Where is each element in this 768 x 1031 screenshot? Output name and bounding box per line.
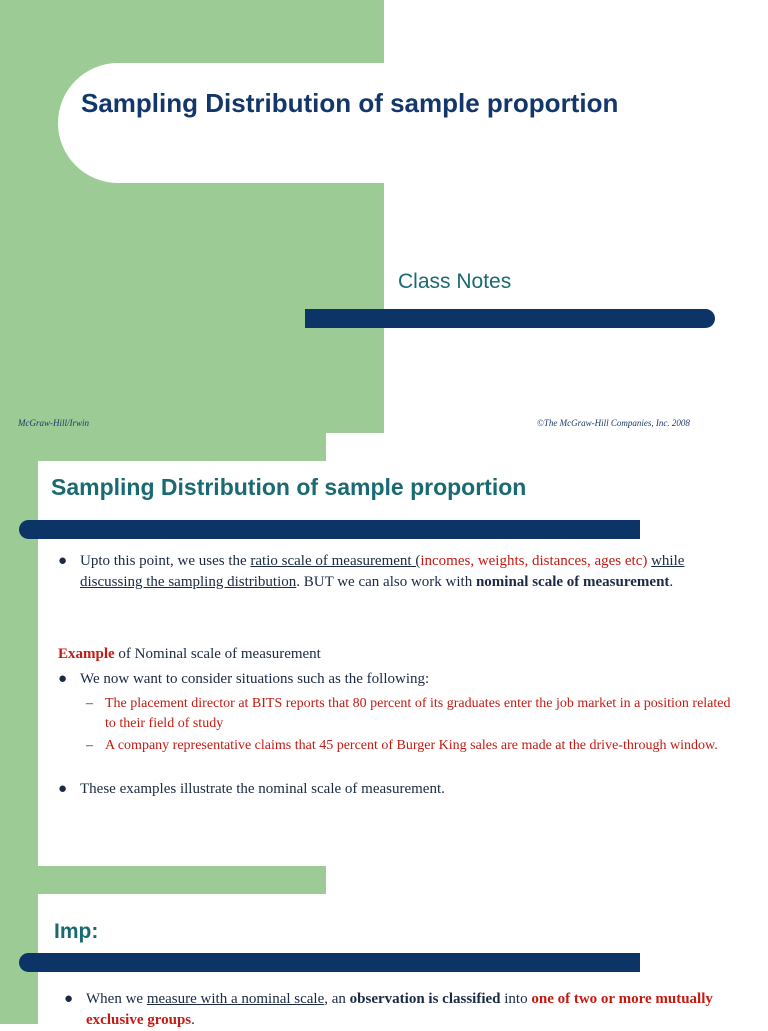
bold-run: observation is classified	[349, 991, 501, 1007]
bullet-dot-icon: ●	[58, 553, 68, 569]
bold-run: nominal scale of measurement	[475, 574, 670, 590]
slide3-green-left	[0, 866, 38, 1024]
slide2-subbullet-2	[86, 736, 731, 756]
text-run: into	[500, 991, 532, 1007]
slide2-bullet-1	[58, 551, 726, 593]
slide3-title: Imp:	[54, 920, 99, 943]
slide1-footer-right: ©The McGraw-Hill Companies, Inc. 2008	[537, 418, 690, 428]
slide1-footer-left: McGraw-Hill/Irwin	[18, 418, 89, 428]
slide2-example-line	[58, 644, 321, 665]
slide1-title-pill	[58, 63, 384, 183]
slide1-title: Sampling Distribution of sample proportion	[81, 88, 619, 118]
bullet-dot-icon: ●	[58, 671, 68, 687]
example-label: Example	[58, 646, 115, 662]
slide2-green-top	[0, 433, 326, 461]
slide1-subtitle: Class Notes	[398, 270, 512, 293]
slide2-title: Sampling Distribution of sample proportion	[51, 474, 527, 500]
text-run: .	[669, 574, 674, 590]
slide2-subbullet-1	[86, 694, 731, 734]
text-run: .	[191, 1012, 195, 1028]
bullet-dot-icon: ●	[64, 991, 74, 1007]
dash-icon: –	[86, 696, 93, 711]
underlined-run: while discussing the sampling distribution	[80, 553, 685, 590]
underlined-run: ratio scale of measurement (	[250, 553, 421, 569]
slide3-bullet-1	[64, 989, 726, 1031]
bold-red-run: one of two or more mutually exclusive groups	[86, 991, 713, 1028]
slide3-green-top	[0, 866, 326, 894]
red-run: incomes, weights, distances, ages etc)	[420, 553, 648, 569]
text-run: , an	[324, 991, 350, 1007]
text-run: Upto this point, we uses the	[80, 553, 251, 569]
subbullet-text: A company representative claims that 45 percent of Burger King sales are made at the drive-through window.	[105, 738, 718, 753]
slide2-accent-bar	[19, 520, 640, 539]
slide2-bullet-2	[58, 669, 726, 690]
bullet-text: We now want to consider situations such as the following:	[80, 671, 430, 687]
slide2-green-left	[0, 433, 38, 866]
dash-icon: –	[86, 738, 93, 753]
text-run: . BUT we can also work with	[296, 574, 476, 590]
slide1-accent-bar	[305, 309, 715, 328]
slide2-bullet-3	[58, 779, 726, 800]
slide3-accent-bar	[19, 953, 640, 972]
example-text: of Nominal scale of measurement	[114, 646, 321, 662]
subbullet-text: The placement director at BITS reports that 80 percent of its graduates enter the job market in a position related to their field of study	[105, 696, 731, 731]
text-run: When we	[86, 991, 147, 1007]
underlined-run: measure with a nominal scale	[146, 991, 325, 1007]
bullet-text: These examples illustrate the nominal scale of measurement.	[80, 781, 445, 797]
bullet-dot-icon: ●	[58, 781, 68, 797]
